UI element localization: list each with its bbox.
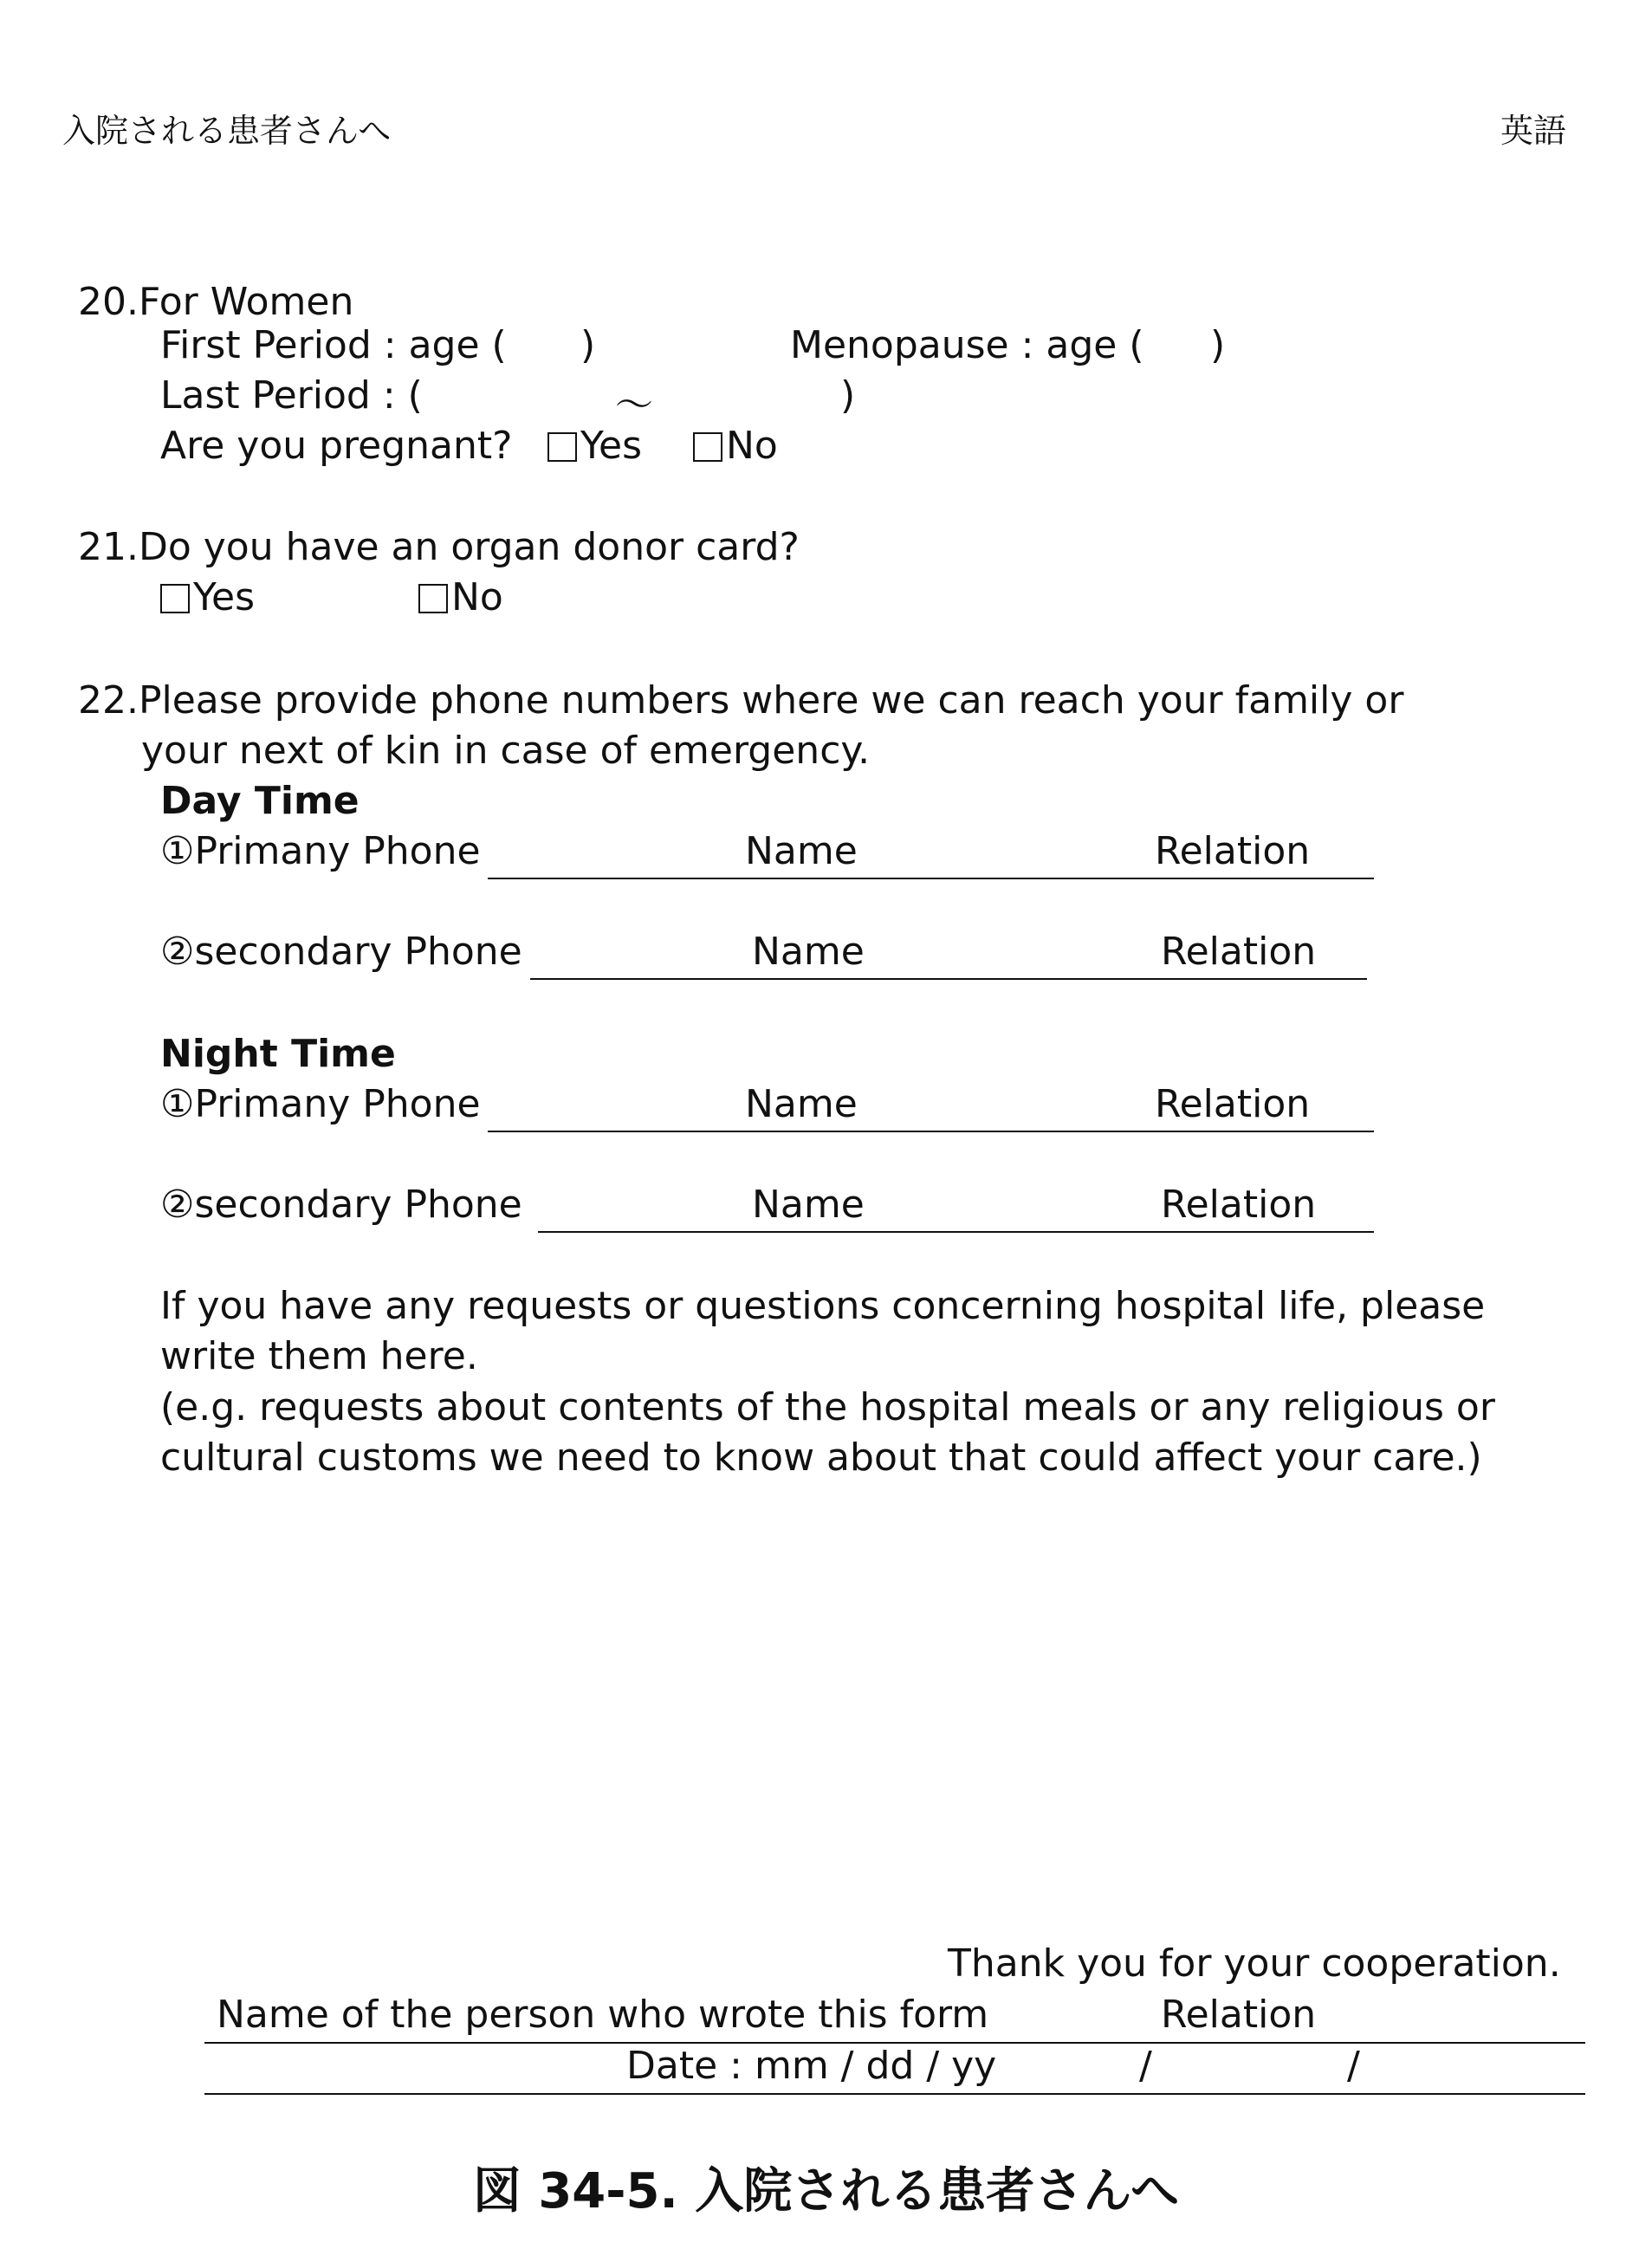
night-secondary-name-label: Name	[752, 1183, 865, 1227]
requests-line2: write them here.	[160, 1334, 478, 1378]
last-period-close: )	[840, 373, 856, 418]
first-period-label: First Period : age (	[160, 323, 507, 367]
checkbox[interactable]	[160, 584, 190, 613]
night-primary-phone-label: ①Primany Phone	[160, 1082, 481, 1126]
requests-line3: (e.g. requests about contents of the hospital meals or any religious or	[160, 1385, 1495, 1429]
night-primary-relation-label: Relation	[1155, 1082, 1311, 1126]
date-line[interactable]	[204, 2093, 1585, 2095]
day-primary-phone-line[interactable]	[488, 878, 1374, 879]
option-label: Yes	[193, 575, 256, 619]
option-label: No	[726, 424, 778, 468]
first-period-close: )	[580, 323, 596, 367]
date-label: Date : mm / dd / yy	[626, 2044, 997, 2088]
requests-line4: cultural customs we need to know about that could affect your care.)	[160, 1436, 1482, 1480]
day-time-heading: Day Time	[160, 779, 360, 823]
thanks-text: Thank you for your cooperation.	[948, 1941, 1561, 1986]
last-period-label: Last Period : (	[160, 373, 423, 418]
figure-caption: 図 34-5. 入院される患者さんへ	[472, 2163, 1180, 2220]
q20-heading: 20.For Women	[78, 280, 354, 324]
q22-heading-line2: your next of kin in case of emergency.	[141, 729, 871, 773]
day-primary-phone-label: ①Primany Phone	[160, 829, 481, 873]
checkbox[interactable]	[693, 432, 722, 462]
option-label: No	[451, 575, 503, 619]
night-secondary-relation-label: Relation	[1161, 1183, 1317, 1227]
donor-no-option[interactable]	[418, 575, 503, 619]
day-secondary-relation-label: Relation	[1161, 930, 1317, 974]
checkbox[interactable]	[547, 432, 577, 462]
pregnant-question: Are you pregnant?	[160, 424, 513, 468]
writer-name-label: Name of the person who wrote this form	[217, 1993, 989, 2037]
night-time-heading: Night Time	[160, 1032, 396, 1076]
day-secondary-phone-line[interactable]	[530, 978, 1367, 980]
donor-yes-option[interactable]	[160, 575, 255, 619]
day-primary-name-label: Name	[745, 829, 858, 873]
date-slash-2: /	[1347, 2044, 1360, 2088]
night-primary-name-label: Name	[745, 1082, 858, 1126]
header-language: 英語	[1500, 112, 1567, 150]
header-title: 入院される患者さんへ	[62, 112, 392, 150]
requests-line1: If you have any requests or questions concerning hospital life, please	[160, 1284, 1486, 1328]
date-slash-1: /	[1139, 2044, 1152, 2088]
q22-heading-line1: 22.Please provide phone numbers where we can reach your family or	[78, 678, 1404, 723]
day-secondary-phone-label: ②secondary Phone	[160, 930, 522, 974]
checkbox[interactable]	[418, 584, 448, 613]
pregnant-yes-option[interactable]	[547, 424, 642, 468]
night-primary-phone-line[interactable]	[488, 1131, 1374, 1132]
menopause-label: Menopause : age (	[790, 323, 1144, 367]
q21-heading: 21.Do you have an organ donor card?	[78, 525, 800, 569]
day-primary-relation-label: Relation	[1155, 829, 1311, 873]
night-secondary-phone-label: ②secondary Phone	[160, 1183, 522, 1227]
pregnant-no-option[interactable]	[693, 424, 778, 468]
night-secondary-phone-line[interactable]	[538, 1231, 1374, 1233]
day-secondary-name-label: Name	[752, 930, 865, 974]
option-label: Yes	[580, 424, 643, 468]
writer-relation-label: Relation	[1161, 1993, 1317, 2037]
last-period-tilde: ～	[615, 383, 653, 427]
menopause-close: )	[1210, 323, 1226, 367]
